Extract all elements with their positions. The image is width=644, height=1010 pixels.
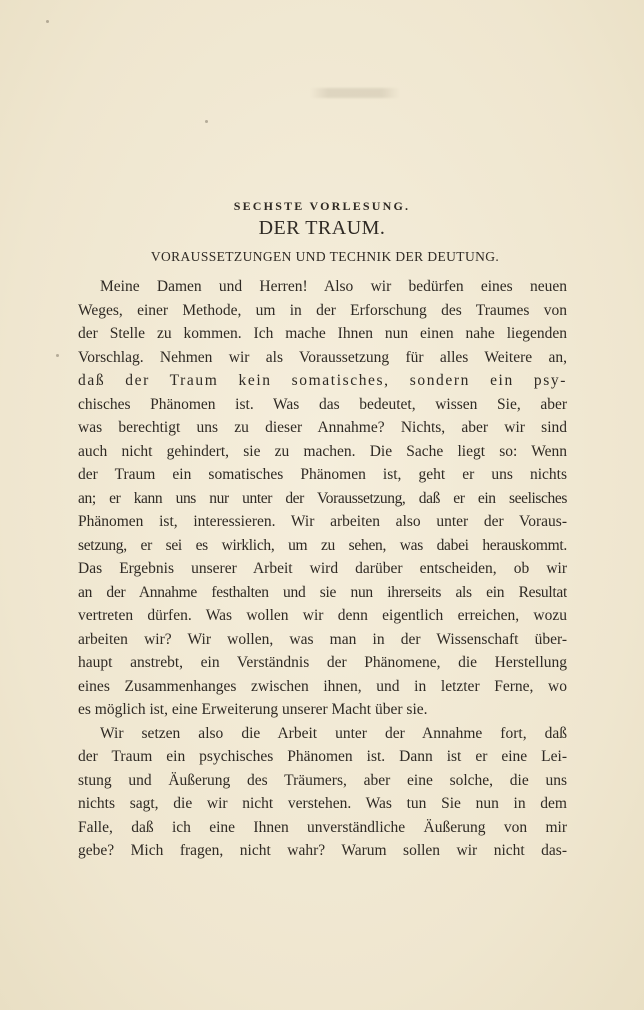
text-line: stung und Äußerung des Träumers, aber eine solche, die uns xyxy=(78,771,567,789)
text-line: der Traum ein psychisches Phänomen ist. Dann ist er eine Lei- xyxy=(78,748,567,765)
text-line: was berechtigt uns zu dieser Annahme? Nichts, aber wir sind xyxy=(78,419,567,436)
text-line: Weges, einer Methode, um in der Erforschung des Traumes von xyxy=(78,301,567,319)
text-line: der Stelle zu kommen. Ich mache Ihnen nun einen nahe liegenden xyxy=(78,325,567,342)
text-line: der Traum ein somatisches Phänomen ist, geht er uns nichts xyxy=(78,466,567,483)
paper-speck xyxy=(46,20,49,23)
text-line: nichts sagt, die wir nicht verstehen. Was tun Sie nun in dem xyxy=(78,795,567,812)
text-line: Falle, daß ich eine Ihnen unverständliche Äußerung von mir xyxy=(78,818,567,836)
text-line: haupt anstrebt, ein Verständnis der Phänomene, die Herstellung xyxy=(78,654,567,671)
text-line: es möglich ist, eine Erweiterung unserer Macht über sie. xyxy=(78,701,428,718)
lecture-label: SECHSTE VORLESUNG. xyxy=(233,199,411,213)
text-line: Vorschlag. Nehmen wir als Voraussetzung für alles Weitere an, xyxy=(78,348,567,366)
text-line: auch nicht gehindert, sie zu machen. Die Sache liegt so: Wenn xyxy=(78,442,567,460)
body-text xyxy=(78,275,567,863)
text-line: Phänomen ist, interessieren. Wir arbeiten also unter der Voraus- xyxy=(78,513,567,530)
text-line: an der Annahme festhalten und sie nun ihrerseits als ein Resultat xyxy=(78,583,567,601)
paper-speck xyxy=(205,120,208,123)
text-line: Das Ergebnis unserer Arbeit wird darüber entscheiden, ob wir xyxy=(78,560,567,577)
text-line: eines Zusammenhanges zwischen ihnen, und in letzter Ferne, wo xyxy=(78,677,567,695)
text-line: Meine Damen und Herren! Also wir bedürfen eines neuen xyxy=(100,278,567,295)
text-line: vertreten dürfen. Was wollen wir denn eigentlich erreichen, wozu xyxy=(78,607,567,624)
chapter-subtitle: VORAUSSETZUNGEN UND TECHNIK DER DEUTUNG. xyxy=(150,249,500,264)
text-line: setzung, er sei es wirklich, um zu sehen, was dabei herauskommt. xyxy=(78,536,567,554)
text-line: gebe? Mich fragen, nicht wahr? Warum sollen wir nicht das- xyxy=(78,842,567,859)
text-line: chisches Phänomen ist. Was das bedeutet, wissen Sie, aber xyxy=(78,395,567,413)
chapter-title: DER TRAUM. xyxy=(258,217,386,239)
text-line: arbeiten wir? Wir wollen, was man in der Wissenschaft über- xyxy=(78,630,567,648)
text-line: an; er kann uns nur unter der Voraussetzung, daß er ein seelisches xyxy=(78,489,567,507)
text-line: daß der Traum kein somatisches, sondern ein psy- xyxy=(78,372,567,389)
text-line: Wir setzen also die Arbeit unter der Annahme fort, daß xyxy=(100,724,567,742)
bleed-through-text xyxy=(310,88,400,98)
paper-speck xyxy=(56,354,59,357)
